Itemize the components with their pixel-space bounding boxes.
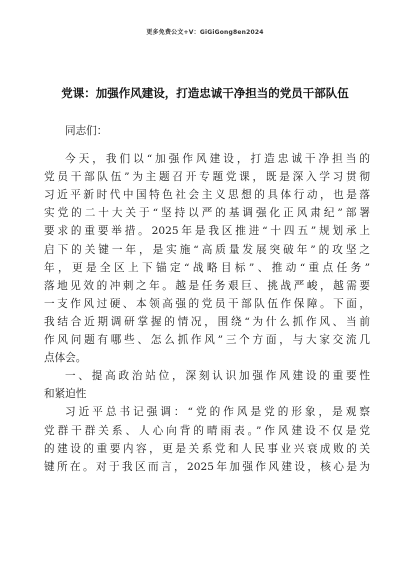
paragraph-line: 的建设的重要内容，更是关系党和人民事业兴衰成败的关	[44, 442, 370, 455]
paragraph-1	[44, 150, 370, 367]
paragraph-line: 习近平新时代中国特色社会主义思想的具体行动，也是落	[44, 189, 370, 202]
paragraph-line: 点体会。	[44, 352, 87, 365]
paragraph-line: 落地见效的冲刺之年。越是任务艰巨、挑战严峻，越需要	[44, 279, 370, 292]
heading-line: 和紧迫性	[44, 388, 87, 401]
paragraph-line: 键所在。对于我区而言，2025年加强作风建设，核心是为	[44, 460, 370, 473]
document-title: 党课：加强作风建设，打造忠诚干净担当的党员干部队伍	[61, 86, 349, 100]
section-heading-1	[44, 367, 370, 403]
greeting: 同志们：	[65, 125, 108, 137]
paragraph-line: 年，更是全区上下锚定“战略目标”、推动“重点任务”	[44, 261, 370, 274]
watermark-text: 更多免费公文+V：GiGiGong8en2024	[146, 29, 264, 36]
paragraph-line: 启下的关键一年，是实施“高质量发展突破年”的攻坚之	[44, 243, 370, 256]
paragraph-line: 我结合近期调研掌握的情况，围绕“为什么抓作风、当前	[44, 315, 370, 328]
paragraph-line: 作风问题有哪些、怎么抓作风”三个方面，与大家交流几	[44, 334, 370, 347]
paragraph-line: 实党的二十大关于“坚持以严的基调强化正风肃纪”部署	[44, 207, 370, 220]
paragraph-line: 习近平总书记强调：“党的作风是党的形象，是观察	[65, 406, 370, 419]
document-body	[44, 122, 370, 476]
paragraph-line: 要求的重要举措。2025年是我区推进“十四五”规划承上	[44, 225, 370, 238]
heading-line: 一、提高政治站位，深刻认识加强作风建设的重要性	[65, 370, 370, 383]
paragraph-line: 今天，我们以“加强作风建设，打造忠诚干净担当的	[65, 153, 370, 166]
paragraph-2	[44, 403, 370, 475]
paragraph-line: 党员干部队伍”为主题召开专题党课，既是深入学习贯彻	[44, 171, 370, 184]
paragraph-line: 党群干群关系、人心向背的晴雨表。”作风建设不仅是党	[44, 424, 370, 437]
paragraph-line: 一支作风过硬、本领高强的党员干部队伍作保障。下面，	[44, 297, 370, 310]
